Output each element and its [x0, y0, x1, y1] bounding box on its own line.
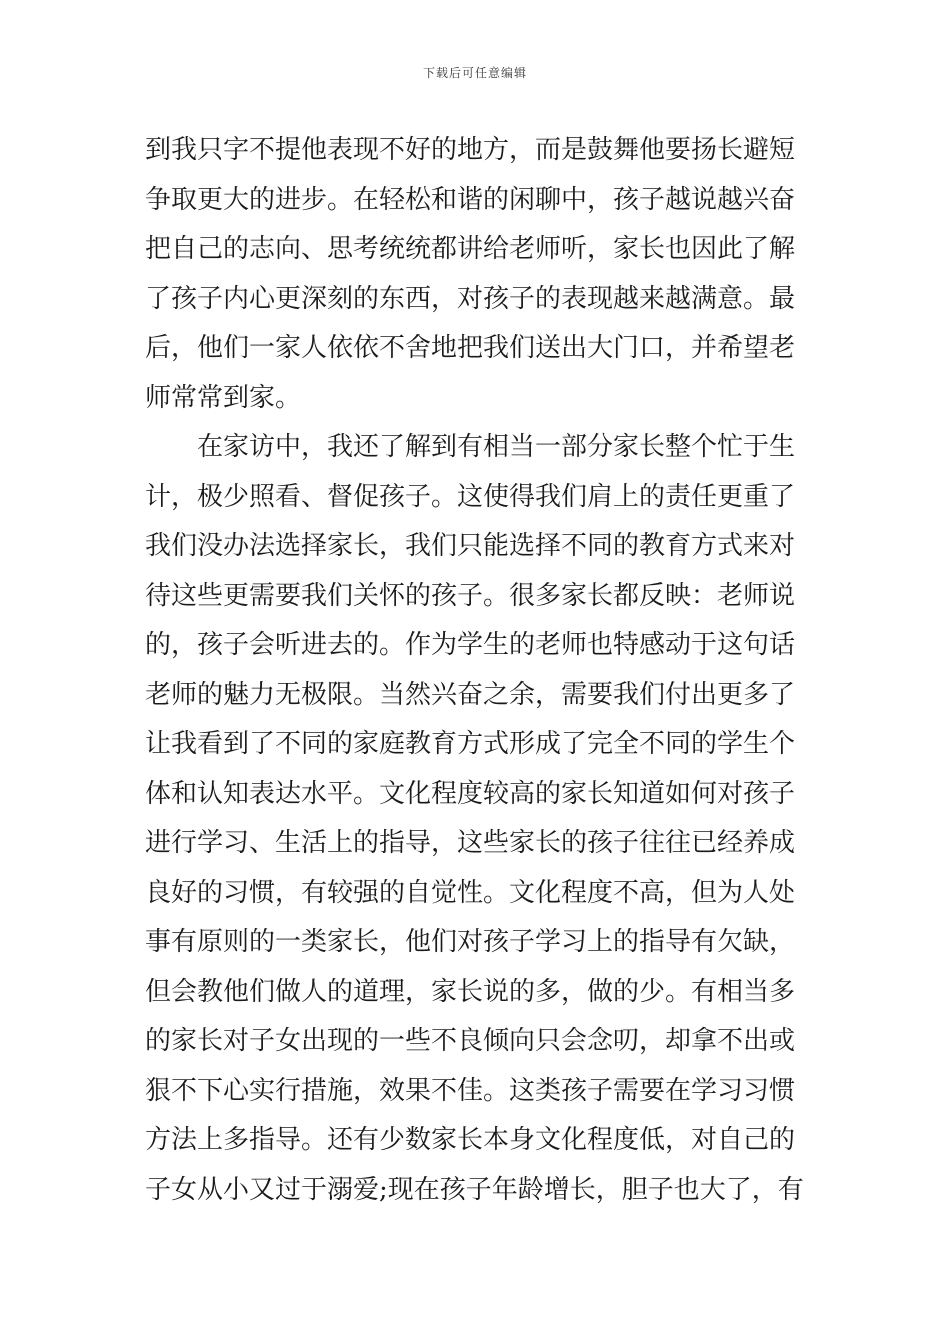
page-header: 下载后可任意编辑 [422, 66, 527, 80]
text-line: 后，他们一家人依依不舍地把我们送出大门口，并希望老 [145, 333, 796, 363]
text-line: 的家长对子女出现的一些不良倾向只会念叨，却拿不出或 [145, 1026, 796, 1056]
text-line: 事有原则的一类家长，他们对孩子学习上的指导有欠缺， [145, 927, 796, 957]
text-line: 老师的魅力无极限。当然兴奋之余，需要我们付出更多了 [145, 679, 796, 710]
text-line: 到我只字不提他表现不好的地方，而是鼓舞他要扬长避短 [145, 135, 796, 165]
paragraph-first-line: 在家访中，我还了解到有相当一部分家长整个忙于生 [197, 432, 796, 462]
text-line: 把自己的志向、思考统统都讲给老师听，家长也因此了解 [145, 234, 796, 264]
text-line: 但会教他们做人的道理，家长说的多，做的少。有相当多 [145, 976, 796, 1007]
text-line: 了孩子内心更深刻的东西，对孩子的表现越来越满意。最 [145, 283, 796, 314]
text-line: 子女从小又过于溺爱;现在孩子年龄增长，胆子也大了，有 [145, 1174, 804, 1205]
text-line: 的，孩子会听进去的。作为学生的老师也特感动于这句话 [145, 630, 796, 660]
document-body [145, 126, 815, 1215]
text-line: 待这些更需要我们关怀的孩子。很多家长都反映：老师说 [145, 580, 796, 611]
text-line: 争取更大的进步。在轻松和谐的闲聊中，孩子越说越兴奋 [145, 184, 796, 215]
text-line: 方法上多指导。还有少数家长本身文化程度低，对自己的 [145, 1125, 796, 1155]
text-line: 计，极少照看、督促孩子。这使得我们肩上的责任更重了 [145, 481, 796, 512]
text-line: 让我看到了不同的家庭教育方式形成了完全不同的学生个 [145, 729, 796, 759]
text-line: 师常常到家。 [145, 382, 302, 413]
text-line: 进行学习、生活上的指导，这些家长的孩子往往已经养成 [145, 828, 796, 858]
text-line: 良好的习惯，有较强的自觉性。文化程度不高，但为人处 [145, 877, 796, 908]
text-line: 体和认知表达水平。文化程度较高的家长知道如何对孩子 [145, 778, 796, 809]
text-line: 狠不下心实行措施，效果不佳。这类孩子需要在学习习惯 [145, 1075, 796, 1106]
text-line: 我们没办法选择家长，我们只能选择不同的教育方式来对 [145, 531, 796, 561]
